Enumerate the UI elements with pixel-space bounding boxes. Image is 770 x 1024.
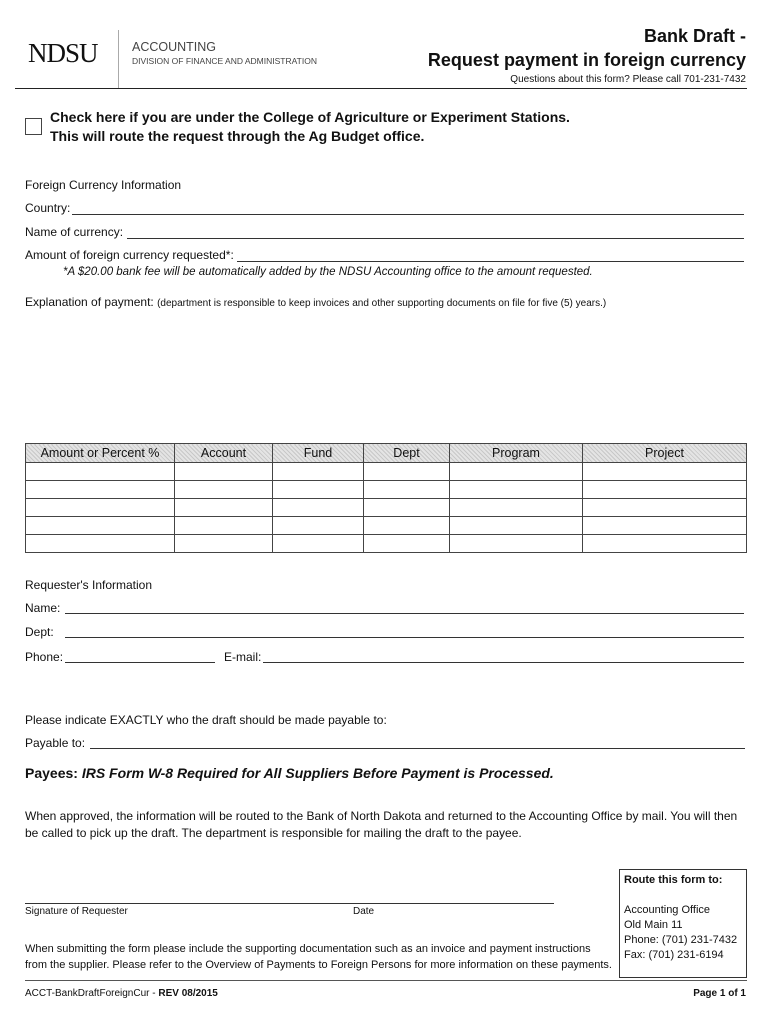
signature-label: Signature of Requester: [25, 906, 128, 917]
table-cell[interactable]: [175, 535, 273, 553]
signature-field[interactable]: [25, 903, 554, 904]
route-heading: Route this form to:: [624, 874, 723, 886]
payees-text: IRS Form W-8 Required for All Suppliers Before Payment is Processed.: [81, 765, 554, 781]
table-cell[interactable]: [583, 535, 747, 553]
col-amount: Amount or Percent %: [26, 444, 175, 463]
table-row: [26, 499, 747, 517]
explanation-label: [25, 295, 606, 309]
table-cell[interactable]: [175, 499, 273, 517]
footer-rule: [25, 980, 747, 981]
table-cell[interactable]: [583, 499, 747, 517]
phone-label: Phone:: [25, 650, 64, 664]
table-header-row: [26, 444, 747, 463]
payable-field[interactable]: [90, 748, 745, 749]
explanation-label-text: Explanation of payment:: [25, 295, 154, 309]
table-cell[interactable]: [273, 535, 364, 553]
route-line: Fax: (701) 231-6194: [624, 949, 724, 961]
dept-label: Dept:: [25, 625, 54, 639]
table-row: [26, 463, 747, 481]
currency-name-label: Name of currency:: [25, 225, 124, 239]
table-row: [26, 481, 747, 499]
table-row: [26, 535, 747, 553]
table-cell[interactable]: [364, 463, 450, 481]
submit-note: When submitting the form please include the supporting documentation such as an invoice and payment instructions from the supplier. Please refer to the Overview of Payments to Foreign Persons for more information on these payments.: [25, 943, 612, 971]
table-cell[interactable]: [364, 499, 450, 517]
table-cell[interactable]: [26, 499, 175, 517]
table-cell[interactable]: [175, 517, 273, 535]
table-cell[interactable]: [583, 517, 747, 535]
payees-warning: [25, 765, 554, 781]
currency-heading: Foreign Currency Information: [25, 178, 182, 192]
table-cell[interactable]: [450, 517, 583, 535]
logo-divider: [118, 30, 119, 88]
dept-field[interactable]: [65, 637, 744, 638]
table-row: [26, 517, 747, 535]
table-cell[interactable]: [583, 463, 747, 481]
division-name: DIVISION OF FINANCE AND ADMINISTRATION: [132, 56, 317, 66]
table-cell[interactable]: [273, 499, 364, 517]
col-fund: Fund: [273, 444, 364, 463]
amount-field[interactable]: [237, 261, 744, 262]
ag-checkbox[interactable]: [25, 118, 42, 135]
name-label: Name:: [25, 601, 61, 615]
table-cell[interactable]: [583, 481, 747, 499]
currency-name-field[interactable]: [127, 238, 744, 239]
country-field[interactable]: [72, 214, 744, 215]
table-cell[interactable]: [26, 481, 175, 499]
revision: REV 08/2015: [158, 988, 218, 999]
table-cell[interactable]: [364, 517, 450, 535]
dept-name: ACCOUNTING: [132, 40, 217, 54]
page-number: Page 1 of 1: [693, 988, 746, 999]
col-program: Program: [450, 444, 583, 463]
table-cell[interactable]: [273, 463, 364, 481]
table-cell[interactable]: [26, 517, 175, 535]
account-table: [25, 443, 747, 553]
date-label: Date: [353, 906, 375, 917]
route-line: Old Main 11: [624, 919, 683, 931]
col-account: Account: [175, 444, 273, 463]
table-cell[interactable]: [450, 535, 583, 553]
header-rule: [15, 88, 747, 89]
questions-text: Questions about this form? Please call 701-231-7432: [510, 74, 746, 85]
bank-fee-note: *A $20.00 bank fee will be automatically added by the NDSU Accounting office to the amount requested.: [63, 266, 593, 278]
page-title: Bank Draft -: [643, 26, 746, 46]
col-dept: Dept: [364, 444, 450, 463]
route-line: Phone: (701) 231-7432: [624, 934, 738, 946]
country-label: Country:: [25, 201, 71, 215]
amount-label: Amount of foreign currency requested*:: [25, 248, 234, 262]
email-field[interactable]: [263, 662, 744, 663]
table-cell[interactable]: [364, 481, 450, 499]
page-subtitle: Request payment in foreign currency: [427, 50, 746, 70]
email-label: E-mail:: [224, 650, 262, 664]
table-cell[interactable]: [273, 481, 364, 499]
route-line: Accounting Office: [624, 904, 711, 916]
phone-field[interactable]: [65, 662, 215, 663]
table-cell[interactable]: [175, 481, 273, 499]
table-cell[interactable]: [450, 463, 583, 481]
table-cell[interactable]: [26, 535, 175, 553]
col-project: Project: [583, 444, 747, 463]
form-code: [25, 988, 218, 999]
payable-label: Payable to:: [25, 736, 86, 750]
payable-instruction: Please indicate EXACTLY who the draft should be made payable to:: [25, 713, 387, 727]
table-cell[interactable]: [450, 499, 583, 517]
explanation-field[interactable]: [25, 312, 745, 432]
table-cell[interactable]: [175, 463, 273, 481]
approval-text: When approved, the information will be routed to the Bank of North Dakota and returned to the Accounting Office by mail. You will then be called to pick up the draft. The department is responsible for mailing the draft to the payee.: [25, 809, 738, 840]
requester-heading: Requester's Information: [25, 578, 153, 592]
route-box: [619, 869, 747, 978]
payees-label: Payees:: [25, 765, 78, 781]
ag-check-line2: This will route the request through the Ag Budget office.: [50, 128, 425, 144]
table-cell[interactable]: [450, 481, 583, 499]
name-field[interactable]: [65, 613, 744, 614]
ndsu-logo: NDSU: [28, 38, 98, 68]
ag-check-line1: Check here if you are under the College of Agriculture or Experiment Stations.: [50, 109, 570, 125]
form-code-text: ACCT-BankDraftForeignCur -: [25, 988, 159, 999]
table-cell[interactable]: [364, 535, 450, 553]
table-cell[interactable]: [273, 517, 364, 535]
explanation-note: (department is responsible to keep invoices and other supporting documents on file for five (5) years.): [157, 298, 607, 309]
table-cell[interactable]: [26, 463, 175, 481]
